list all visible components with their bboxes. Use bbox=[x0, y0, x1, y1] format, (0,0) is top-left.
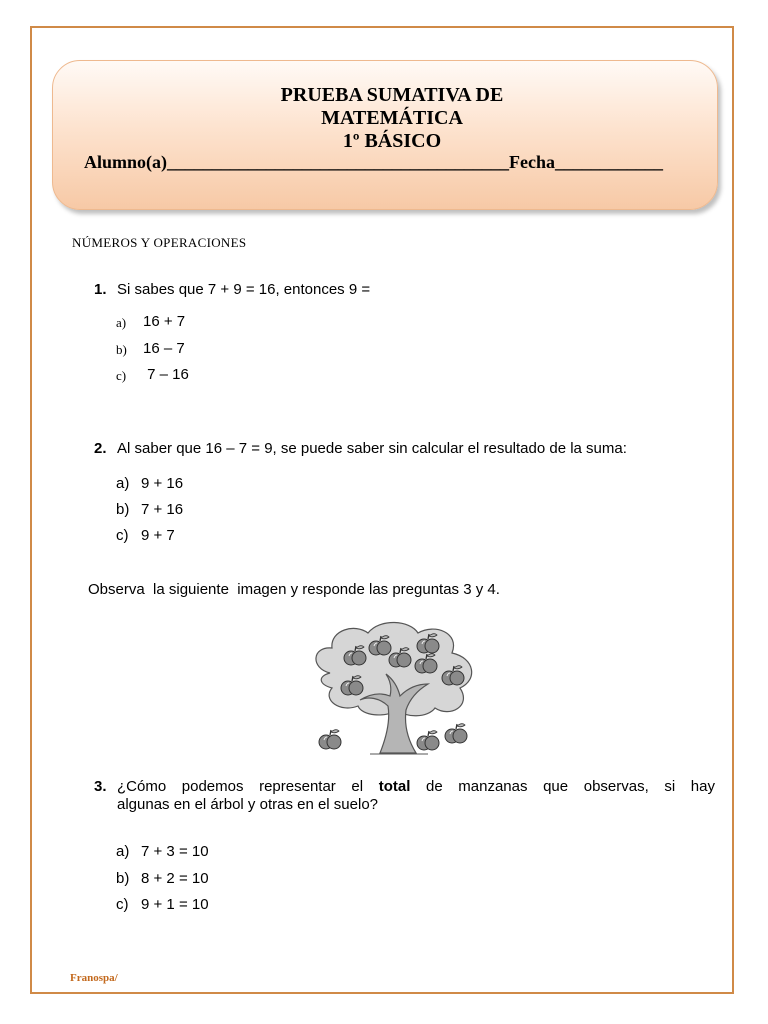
question-1-number: 1. bbox=[94, 281, 107, 298]
question-3-text-line-2: algunas en el árbol y otras en el suelo? bbox=[117, 796, 379, 813]
date-blank[interactable]: ____________ bbox=[555, 152, 663, 172]
question-3-text-line-1 bbox=[117, 778, 715, 795]
q3-option-a: 7 + 3 = 10 bbox=[141, 843, 209, 860]
title-line-3: 1º BÁSICO bbox=[342, 130, 442, 152]
q2-option-a: 9 + 16 bbox=[141, 475, 184, 492]
q1-option-c-letter: c) bbox=[116, 368, 127, 383]
apple-icon bbox=[445, 724, 467, 743]
q3-option-a-letter: a) bbox=[116, 843, 130, 860]
date-label: Fecha bbox=[509, 152, 555, 172]
question-3-text-before: ¿Cómo podemos representar el bbox=[117, 778, 379, 795]
student-blank[interactable]: ______________________________________ bbox=[167, 152, 510, 172]
q1-option-c: 7 – 16 bbox=[143, 366, 189, 383]
q2-option-b-letter: b) bbox=[116, 501, 130, 518]
question-2-number: 2. bbox=[94, 440, 107, 457]
student-label: Alumno(a) bbox=[84, 152, 168, 172]
title-line-1: PRUEBA SUMATIVA DE bbox=[280, 84, 504, 106]
title-line-2: MATEMÁTICA bbox=[321, 107, 463, 129]
question-3-number: 3. bbox=[94, 778, 107, 795]
student-line bbox=[84, 152, 663, 173]
observe-instruction: Observa la siguiente imagen y responde las preguntas 3 y 4. bbox=[88, 581, 500, 598]
q2-option-c-letter: c) bbox=[116, 527, 129, 544]
apple-icon bbox=[417, 731, 439, 750]
q1-option-a: 16 + 7 bbox=[143, 313, 186, 330]
apple-icon bbox=[319, 730, 341, 749]
q2-option-a-letter: a) bbox=[116, 475, 130, 492]
q1-option-a-letter: a) bbox=[116, 315, 127, 330]
question-3-text-after: de manzanas que observas, si hay bbox=[410, 778, 715, 795]
question-3-text-bold: total bbox=[378, 778, 411, 795]
q1-option-b: 16 – 7 bbox=[143, 340, 185, 357]
question-2-text: Al saber que 16 – 7 = 9, se puede saber sin calcular el resultado de la suma: bbox=[117, 440, 627, 457]
q3-option-c: 9 + 1 = 10 bbox=[141, 896, 209, 913]
q3-option-b-letter: b) bbox=[116, 870, 130, 887]
q2-option-c: 9 + 7 bbox=[141, 527, 175, 544]
section-title: NÚMEROS Y OPERACIONES bbox=[72, 235, 247, 250]
q1-option-b-letter: b) bbox=[116, 342, 127, 357]
apple-tree-image bbox=[310, 618, 480, 763]
footer-signature: Franospa/ bbox=[70, 972, 118, 984]
q2-option-b: 7 + 16 bbox=[141, 501, 184, 518]
q3-option-c-letter: c) bbox=[116, 896, 129, 913]
question-1-text: Si sabes que 7 + 9 = 16, entonces 9 = bbox=[117, 281, 371, 298]
q3-option-b: 8 + 2 = 10 bbox=[141, 870, 209, 887]
